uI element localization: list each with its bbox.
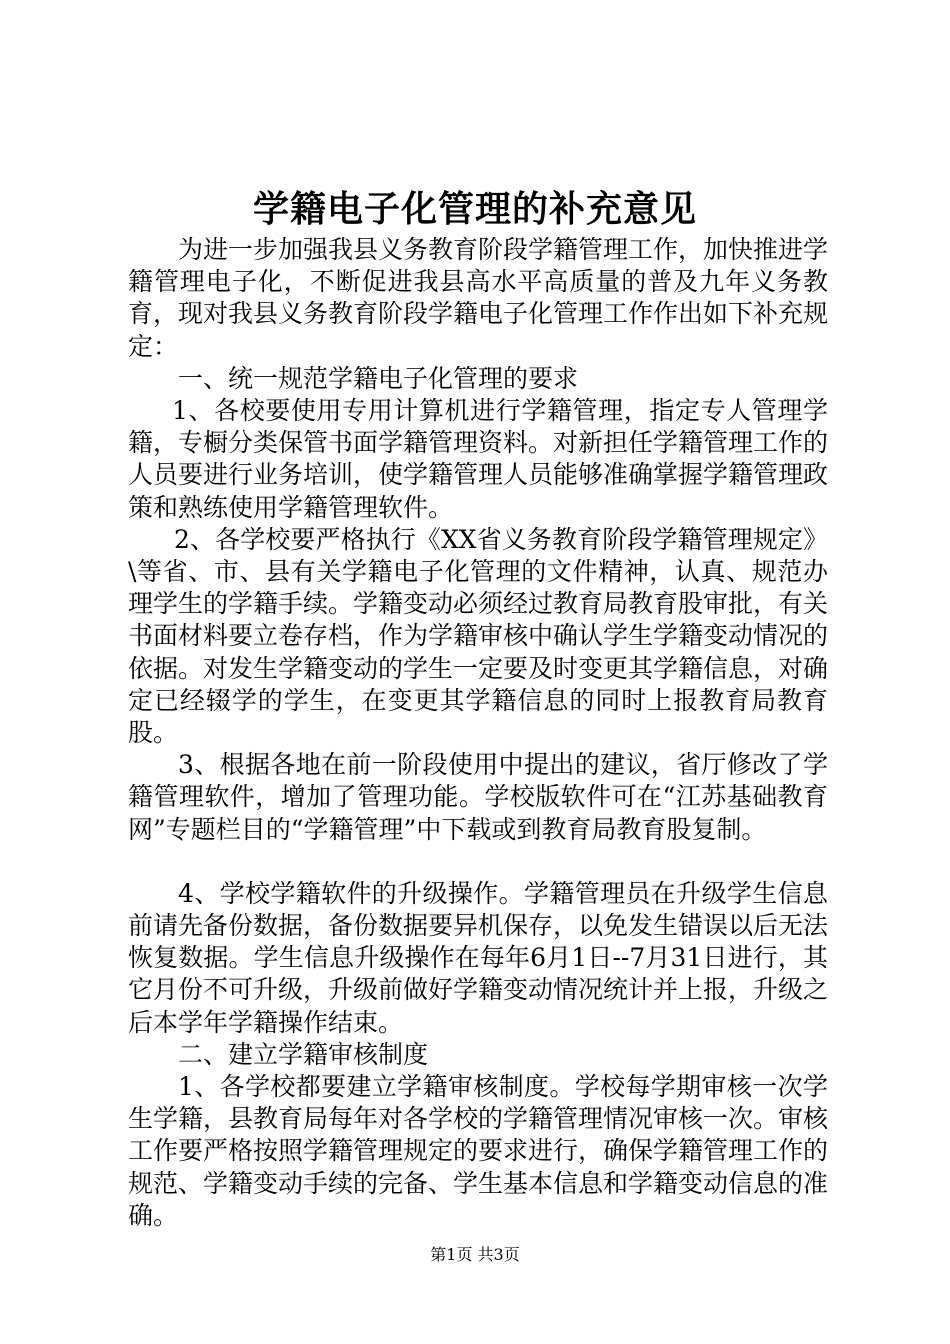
blank-line	[128, 846, 828, 878]
section-heading-1: 一、统一规范学籍电子化管理的要求	[178, 363, 579, 393]
paragraph-1-4: 4、学校学籍软件的升级操作。学籍管理员在升级学生信息前请先备份数据，备份数据要异机保存，以免发生错误以后无法恢复数据。学生信息升级操作在每年6月1日--7月31日进行，其它月份不可升级，升级前做好学籍变动情况统计并上报，升级之后本学年学籍操作结束。	[128, 878, 829, 1037]
document-body	[128, 234, 828, 1232]
paragraph-1-1: 1、各校要使用专用计算机进行学籍管理，指定专人管理学籍，专橱分类保管书面学籍管理资料。对新担任学籍管理工作的人员要进行业务培训，使学籍管理人员能够准确掌握学籍管理政策和熟练使用学籍管理软件。	[128, 396, 829, 522]
paragraph-1-2: 2、各学校要严格执行《XX省义务教育阶段学籍管理规定》\等省、市、县有关学籍电子化管理的文件精神，认真、规范办理学生的学籍手续。学籍变动必须经过教育局教育股审批，有关书面材料要立卷存档，作为学籍审核中确认学生学籍变动情况的依据。对发生学籍变动的学生一定要及时变更其学籍信息，对确定已经辍学的学生，在变更其学籍信息的同时上报教育局教育股。	[128, 524, 829, 748]
paragraph-2-1: 1、各学校都要建立学籍审核制度。学校每学期审核一次学生学籍，县教育局每年对各学校的学籍管理情况审核一次。审核工作要严格按照学籍管理规定的要求进行，确保学籍管理工作的规范、学籍变动手续的完备、学生基本信息和学籍变动信息的准确。	[128, 1072, 829, 1230]
section-heading-2: 二、建立学籍审核制度	[178, 1039, 429, 1069]
paragraph-1-3: 3、根据各地在前一阶段使用中提出的建议，省厅修改了学籍管理软件，增加了管理功能。学校版软件可在“江苏基础教育网”专题栏目的“学籍管理”中下载或到教育局教育股复制。	[128, 750, 828, 844]
intro-paragraph: 为进一步加强我县义务教育阶段学籍管理工作，加快推进学籍管理电子化，不断促进我县高水平高质量的普及九年义务教育，现对我县义务教育阶段学籍电子化管理工作作出如下补充规定：	[128, 235, 829, 361]
page-footer: 第1页 共3页	[430, 1245, 520, 1264]
document-title: 学籍电子化管理的补充意见	[252, 188, 697, 230]
